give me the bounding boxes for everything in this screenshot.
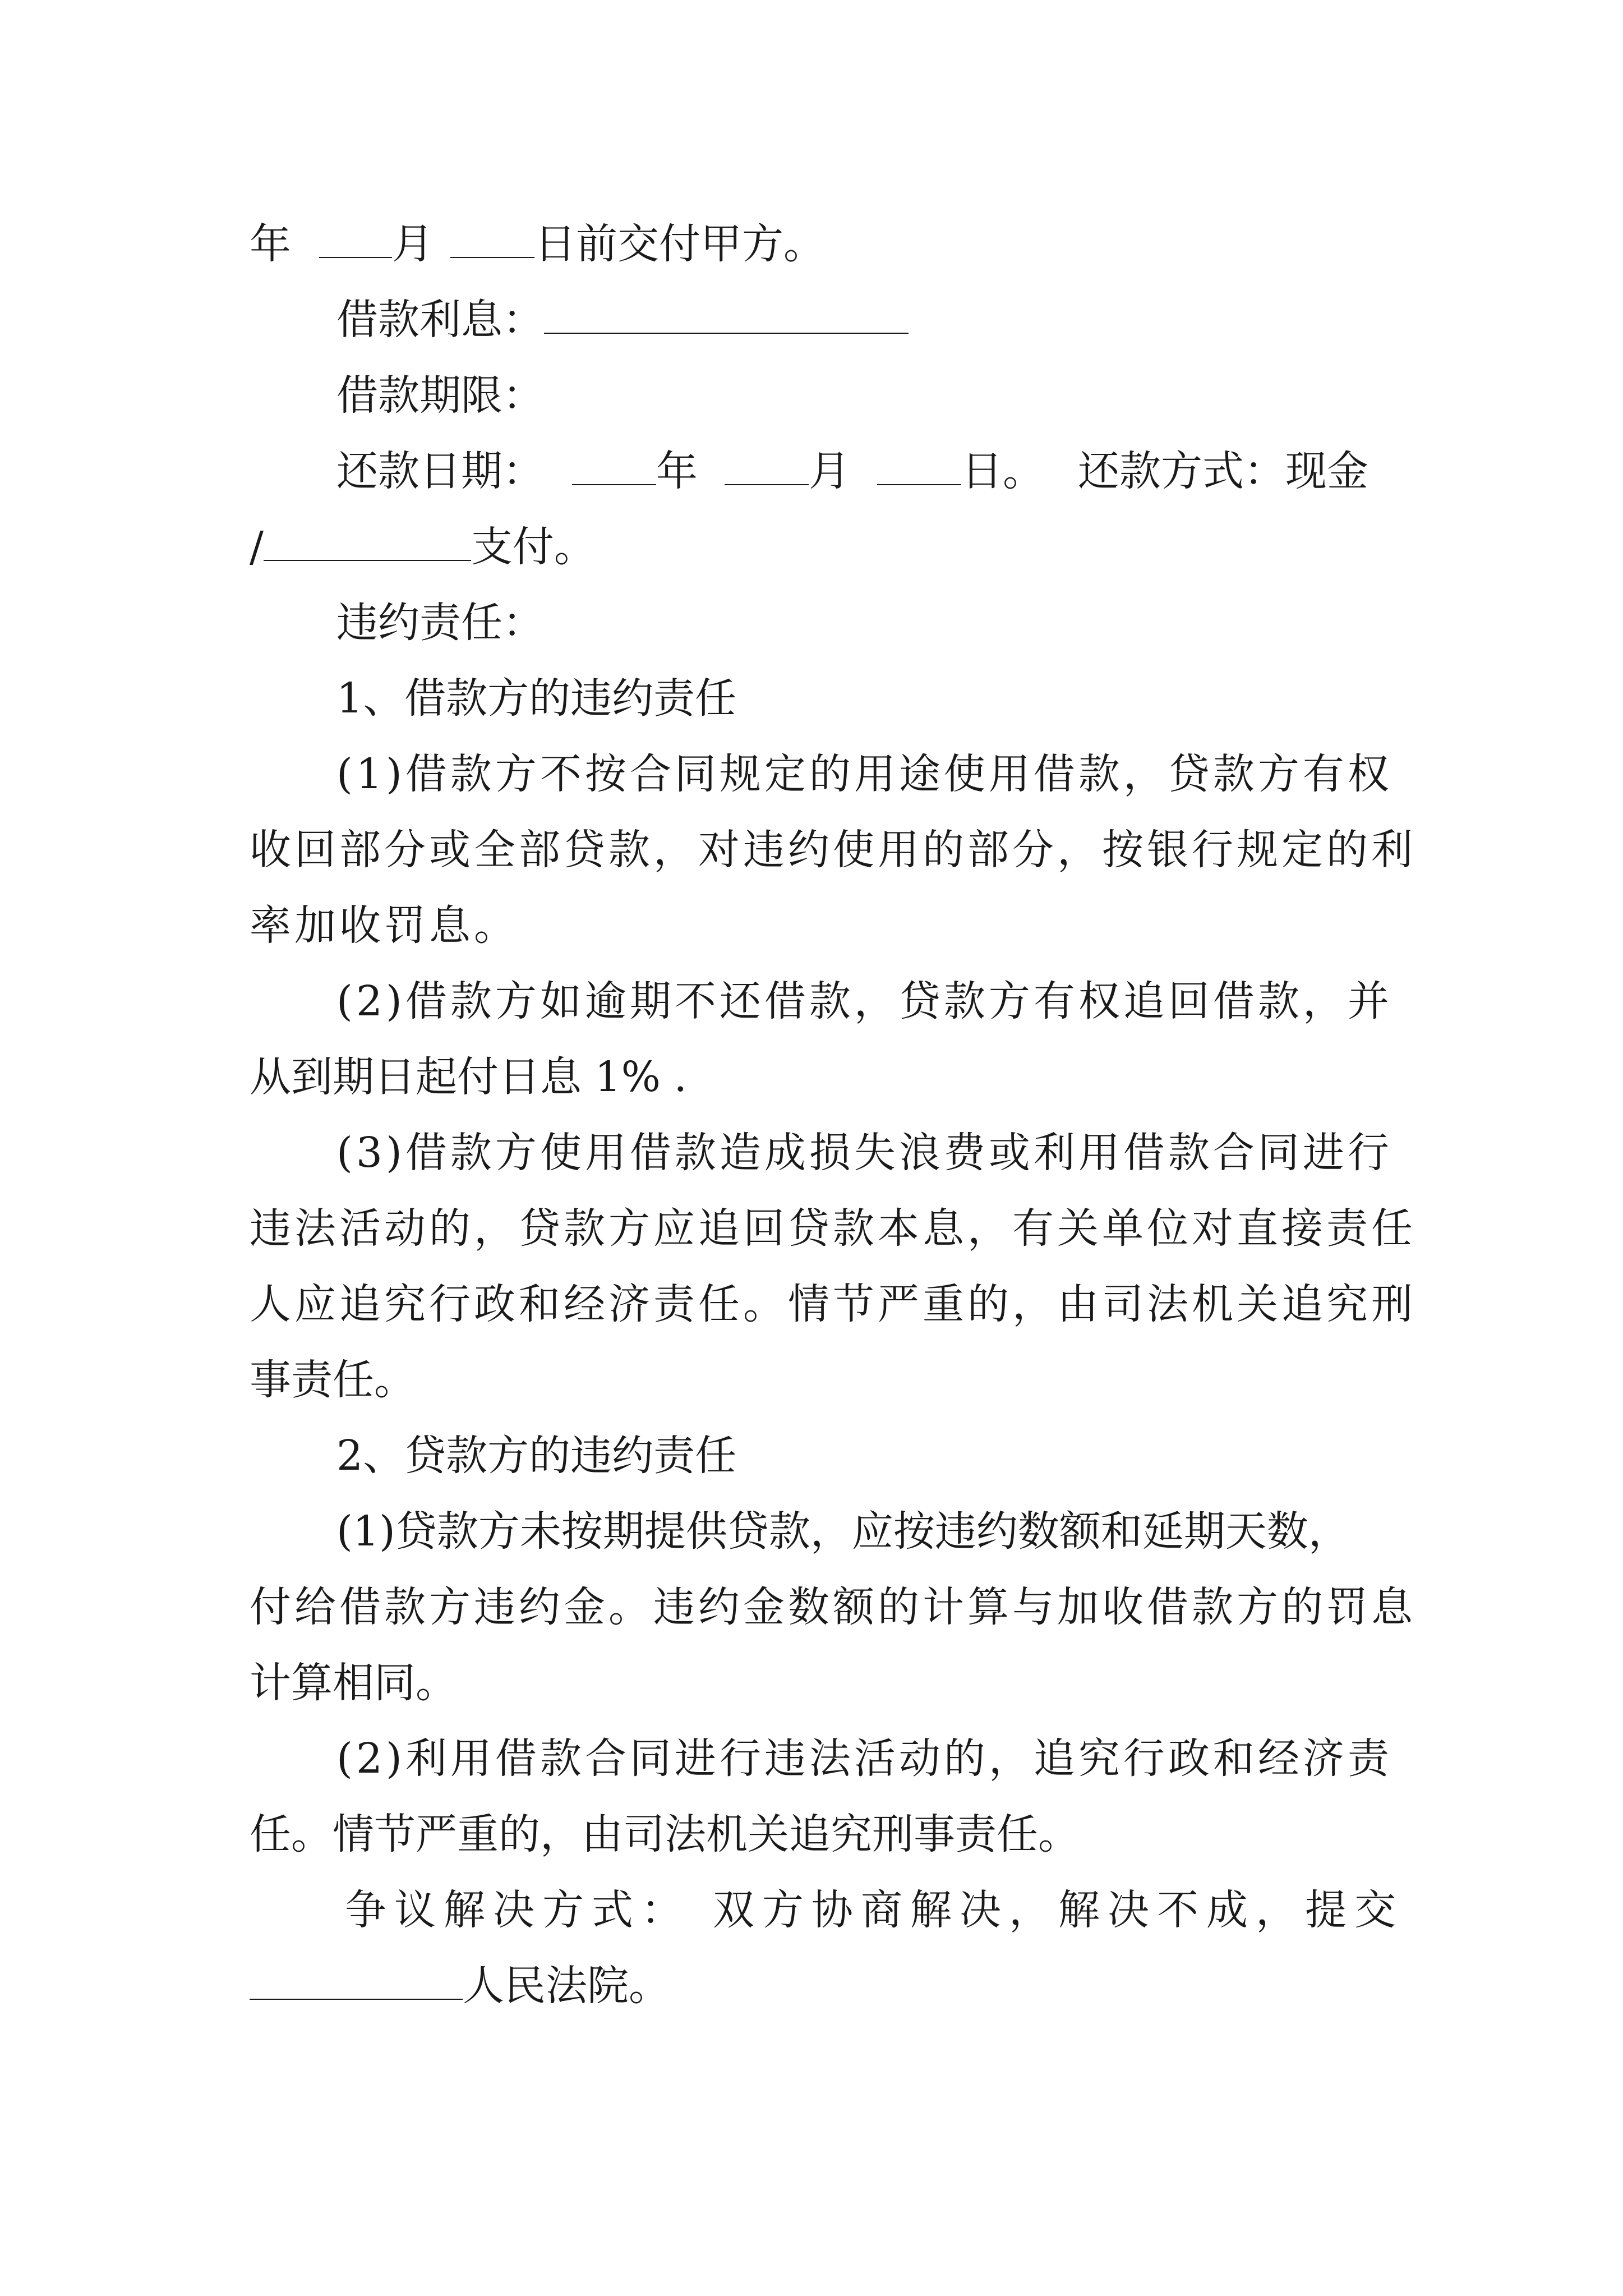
borrower-p1-line1 <box>0 735 1623 813</box>
month-text: 月 <box>392 220 434 268</box>
lender-p1-line2 <box>0 1568 1623 1646</box>
repay-line <box>0 432 1623 510</box>
borrower-p2-line1 <box>0 962 1623 1041</box>
term-label: 借款期限： <box>336 371 544 420</box>
paragraph-text: 率加收罚息。 <box>250 901 519 950</box>
borrower-heading-text: 1、借款方的违约责任 <box>336 674 737 723</box>
paragraph-text: 从到期日起付日息 1% . <box>250 1053 687 1101</box>
borrower-p1-line2 <box>0 811 1623 889</box>
paragraph-text: 任。情节严重的，由司法机关追究刑事责任。 <box>250 1810 1080 1858</box>
year-text: 年 <box>250 220 291 268</box>
pay-text: 支付。 <box>471 523 596 571</box>
lender-p1-line1 <box>0 1492 1623 1571</box>
payment-deadline-line <box>0 205 1623 283</box>
month-blank[interactable] <box>319 220 392 258</box>
borrower-p3-line2 <box>0 1189 1623 1268</box>
lender-p1-line3 <box>0 1644 1623 1722</box>
liability-heading <box>0 583 1623 662</box>
paragraph-text: 计算相同。 <box>250 1659 457 1707</box>
dispute-line <box>0 1871 1623 1949</box>
repay-method-line <box>0 508 1623 586</box>
repay-year: 年 <box>656 447 698 495</box>
repay-month: 月 <box>809 447 850 495</box>
borrower-heading <box>0 659 1623 738</box>
lender-p2-line1 <box>0 1719 1623 1798</box>
repay-day-blank[interactable] <box>877 447 961 485</box>
repay-label: 还款日期： <box>336 447 544 495</box>
court-blank[interactable] <box>250 1962 463 2000</box>
slash-text: / <box>250 523 264 571</box>
paragraph-text: (2)利用借款合同进行违法活动的，追究行政和经济责 <box>336 1734 1393 1783</box>
dispute-text: 双方协商解决，解决不成，提交 <box>713 1886 1404 1934</box>
paragraph-text: 事责任。 <box>250 1356 416 1404</box>
court-line <box>0 1947 1623 2025</box>
paragraph-text: 人应追究行政和经济责任。情节严重的，由司法机关追究刑 <box>250 1280 1416 1328</box>
dispute-label: 争议解决方式： <box>345 1886 690 1934</box>
paragraph-text: (2)借款方如逾期不还借款，贷款方有权追回借款，并 <box>336 977 1393 1025</box>
repay-method: 还款方式：现金 <box>1078 447 1368 495</box>
repay-day: 日。 <box>961 447 1044 495</box>
paragraph-text: (3)借款方使用借款造成损失浪费或利用借款合同进行 <box>336 1129 1393 1177</box>
repay-month-blank[interactable] <box>725 447 809 485</box>
court-text: 人民法院。 <box>463 1962 670 2010</box>
borrower-p3-line4 <box>0 1341 1623 1419</box>
liability-heading-text: 违约责任： <box>336 599 544 647</box>
interest-blank[interactable] <box>544 296 909 334</box>
borrower-p3-line3 <box>0 1265 1623 1343</box>
paragraph-text: 违法活动的，贷款方应追回贷款本息，有关单位对直接责任 <box>250 1204 1416 1253</box>
deadline-text: 日前交付甲方。 <box>534 220 825 268</box>
interest-line <box>0 280 1623 359</box>
lender-p2-line2 <box>0 1795 1623 1874</box>
day-blank[interactable] <box>450 220 534 258</box>
term-line <box>0 356 1623 435</box>
paragraph-text: 收回部分或全部贷款，对违约使用的部分，按银行规定的利 <box>250 826 1416 874</box>
borrower-p1-line3 <box>0 886 1623 965</box>
paragraph-text: (1)贷款方未按期提供贷款，应按违约数额和延期天数， <box>336 1507 1350 1556</box>
paragraph-text: (1)借款方不按合同规定的用途使用借款，贷款方有权 <box>336 750 1393 798</box>
lender-heading-text: 2、贷款方的违约责任 <box>336 1432 737 1480</box>
interest-label: 借款利息： <box>336 296 544 344</box>
borrower-p3-line1 <box>0 1114 1623 1192</box>
repay-year-blank[interactable] <box>572 447 656 485</box>
paragraph-text: 付给借款方违约金。违约金数额的计算与加收借款方的罚息 <box>250 1583 1416 1631</box>
borrower-p2-line2 <box>0 1038 1623 1116</box>
lender-heading <box>0 1416 1623 1495</box>
payment-method-blank[interactable] <box>264 523 471 561</box>
